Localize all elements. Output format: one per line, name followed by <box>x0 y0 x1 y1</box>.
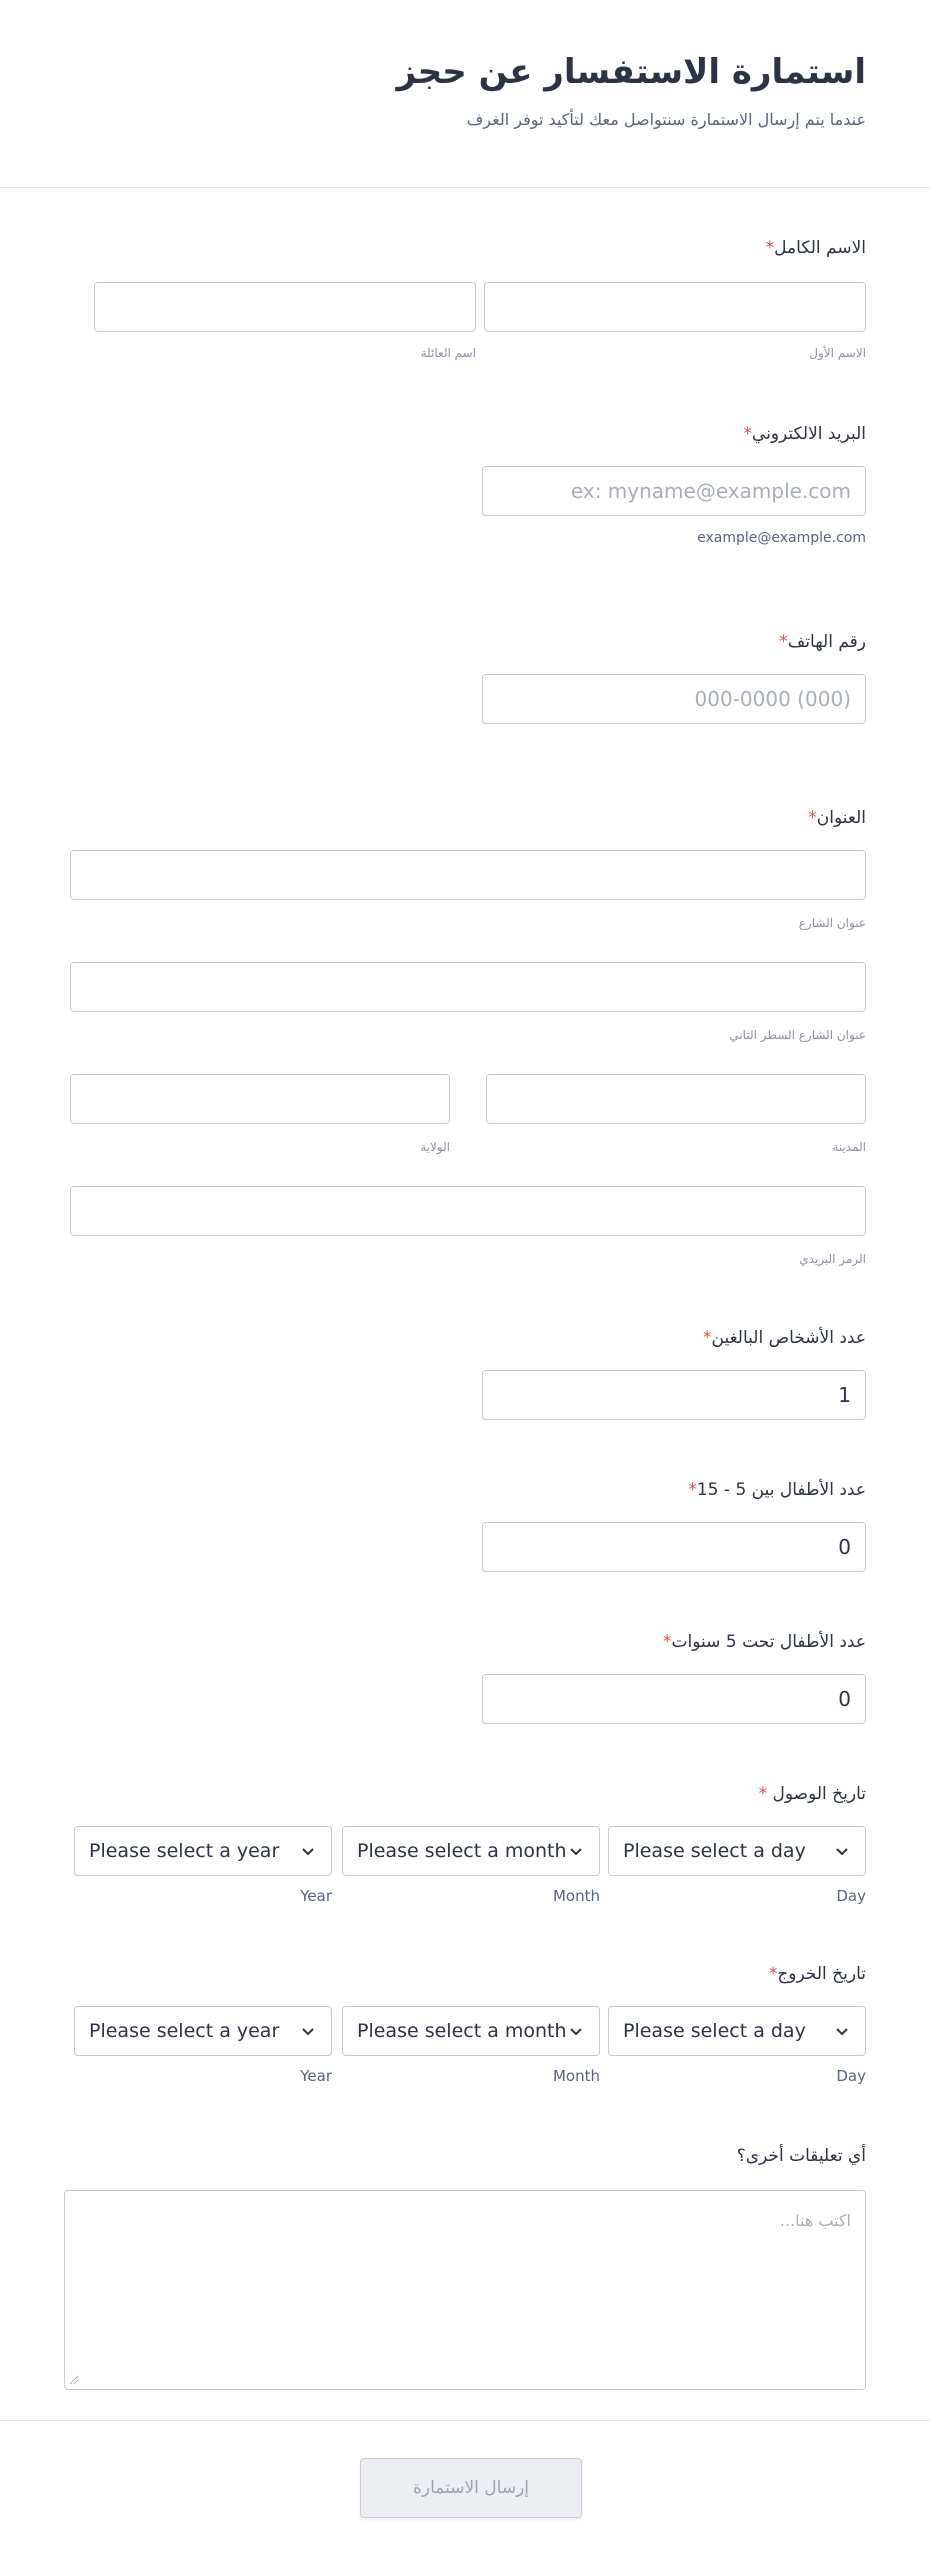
arrival-date-label: تاريخ الوصول * <box>758 1784 866 1804</box>
zip-code-sublabel: الرمز البريدي <box>799 1252 866 1266</box>
arrival-month-value: Please select a month <box>357 1840 567 1862</box>
chevron-down-icon <box>833 2022 851 2040</box>
street-address-line2-sublabel: عنوان الشارع السطر الثاني <box>729 1028 866 1042</box>
fullname-label: الاسم الكامل* <box>765 238 866 258</box>
resize-handle-icon[interactable] <box>69 2375 79 2385</box>
chevron-down-icon <box>299 2022 317 2040</box>
arrival-day-sublabel: Day <box>836 1887 866 1905</box>
children-5-15-label: عدد الأطفال بين 5 - 15* <box>688 1480 866 1500</box>
departure-year-select[interactable] <box>74 2006 332 2056</box>
state-input[interactable] <box>70 1074 450 1124</box>
chevron-down-icon <box>299 1842 317 1860</box>
departure-day-value: Please select a day <box>623 2020 806 2042</box>
phone-label: رقم الهاتف* <box>779 632 866 652</box>
adults-count-input[interactable] <box>482 1370 866 1420</box>
arrival-year-sublabel: Year <box>300 1887 332 1905</box>
zip-code-input[interactable] <box>70 1186 866 1236</box>
last-name-input[interactable] <box>94 282 476 332</box>
departure-date-label: تاريخ الخروج* <box>768 1964 866 1984</box>
email-label: البريد الالكتروني* <box>743 424 866 444</box>
street-address-sublabel: عنوان الشارع <box>798 916 866 930</box>
form-header <box>0 0 930 188</box>
departure-month-sublabel: Month <box>552 2067 600 2085</box>
arrival-day-value: Please select a day <box>623 1840 806 1862</box>
departure-year-sublabel: Year <box>300 2067 332 2085</box>
last-name-sublabel: اسم العائلة <box>420 346 476 360</box>
submit-button[interactable]: إرسال الاستمارة <box>360 2458 582 2518</box>
comments-label: أي تعليقات أخرى؟ <box>736 2146 866 2166</box>
arrival-day-select[interactable] <box>608 1826 866 1876</box>
email-hint: example@example.com <box>697 530 866 546</box>
departure-month-value: Please select a month <box>357 2020 567 2042</box>
departure-month-select[interactable] <box>342 2006 600 2056</box>
chevron-down-icon <box>833 1842 851 1860</box>
departure-year-value: Please select a year <box>89 2020 280 2042</box>
children-under-5-label: عدد الأطفال تحت 5 سنوات* <box>663 1632 866 1652</box>
comments-textarea[interactable] <box>64 2190 866 2390</box>
arrival-month-sublabel: Month <box>552 1887 600 1905</box>
phone-input[interactable] <box>482 674 866 724</box>
first-name-input[interactable] <box>484 282 866 332</box>
email-input[interactable] <box>482 466 866 516</box>
arrival-year-select[interactable] <box>74 1826 332 1876</box>
footer-divider <box>0 2420 930 2421</box>
city-sublabel: المدينة <box>832 1140 866 1154</box>
children-5-15-input[interactable] <box>482 1522 866 1572</box>
first-name-sublabel: الاسم الأول <box>809 346 866 360</box>
comments-placeholder: اكتب هنا... <box>779 2211 851 2230</box>
chevron-down-icon <box>567 1842 585 1860</box>
chevron-down-icon <box>567 2022 585 2040</box>
form-subtitle: عندما يتم إرسال الاستمارة سنتواصل معك لتأكيد توفر الغرف <box>466 110 866 129</box>
arrival-month-select[interactable] <box>342 1826 600 1876</box>
street-address-input[interactable] <box>70 850 866 900</box>
arrival-year-value: Please select a year <box>89 1840 280 1862</box>
address-label: العنوان* <box>808 808 866 828</box>
departure-day-select[interactable] <box>608 2006 866 2056</box>
departure-day-sublabel: Day <box>836 2067 866 2085</box>
street-address-line2-input[interactable] <box>70 962 866 1012</box>
adults-label: عدد الأشخاص البالغين* <box>703 1328 866 1348</box>
city-input[interactable] <box>486 1074 866 1124</box>
children-under-5-input[interactable] <box>482 1674 866 1724</box>
form-title: استمارة الاستفسار عن حجز <box>396 52 866 92</box>
state-sublabel: الولاية <box>420 1140 450 1154</box>
